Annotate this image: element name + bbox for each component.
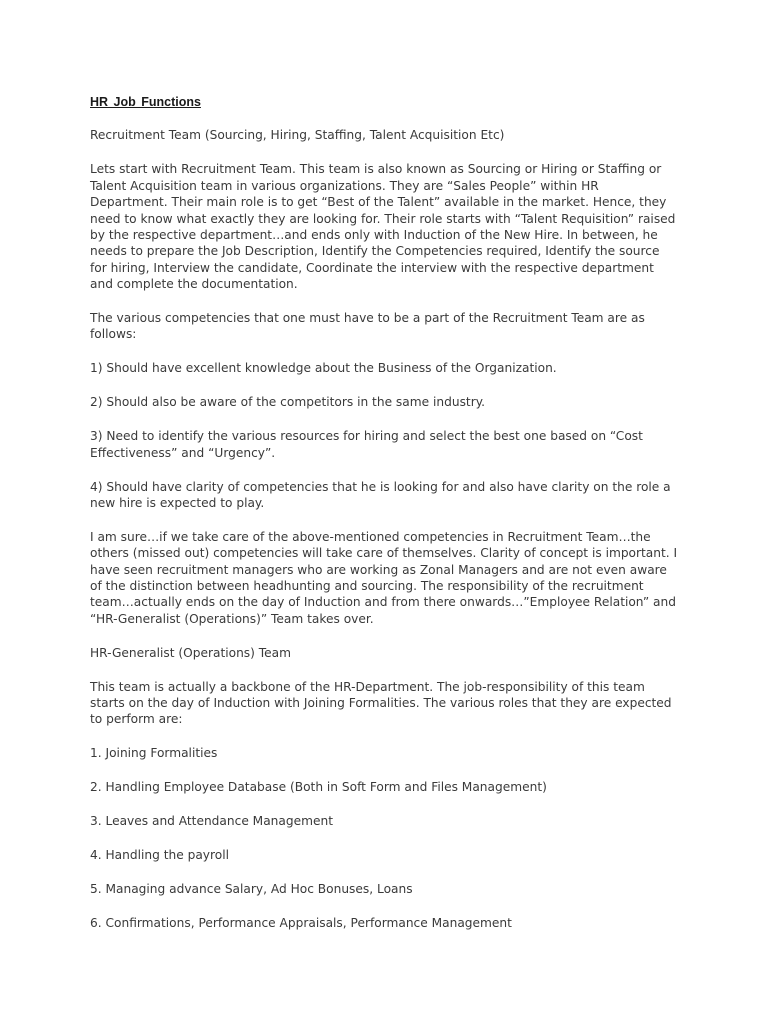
list-item-competency-1: 1) Should have excellent knowledge about the Business of the Organization.	[90, 361, 557, 376]
paragraph-recruitment-intro: Lets start with Recruitment Team. This team is also known as Sourcing or Hiring or Staffing or Talent Acquisition team in various organizations. They are “Sales People” within HR Department. Their main role is to get “Best of the Talent” available in the market. Hence, they need to know what exactly they are looking for. Their role starts with “Talent Requisition” raised by the respective department…and ends only with Induction of the New Hire. In between, he needs to prepare the Job Description, Identify the Competencies required, Identify the source for hiring, Interview the candidate, Coordinate the interview with the respective department and complete the documentation.	[90, 162, 676, 292]
paragraph-competencies-intro: The various competencies that one must have to be a part of the Recruitment Team are as follows:	[90, 311, 645, 342]
list-item-role-4: 4. Handling the payroll	[90, 848, 229, 863]
list-item-role-3: 3. Leaves and Attendance Management	[90, 814, 333, 829]
list-item-competency-3: 3) Need to identify the various resources for hiring and select the best one based on “Cost Effectiveness” and “Urgency”.	[90, 429, 643, 460]
list-item-competency-2: 2) Should also be aware of the competitors in the same industry.	[90, 395, 486, 410]
section-heading-hr-generalist: HR-Generalist (Operations) Team	[90, 645, 291, 660]
list-item-role-6: 6. Confirmations, Performance Appraisals, Performance Management	[90, 915, 512, 930]
list-item-role-2: 2. Handling Employee Database (Both in Soft Form and Files Management)	[90, 780, 547, 795]
document-title: HR Job Functions	[90, 95, 201, 109]
list-item-role-5: 5. Managing advance Salary, Ad Hoc Bonuses, Loans	[90, 882, 413, 896]
paragraph-hr-generalist-intro: This team is actually a backbone of the HR-Department. The job-responsibility of this team starts on the day of Induction with Joining Formalities. The various roles that they are expected to perform are:	[90, 679, 672, 727]
list-item-role-1: 1. Joining Formalities	[90, 746, 218, 761]
paragraph-recruitment-summary: I am sure…if we take care of the above-mentioned competencies in Recruitment Team…the others (missed out) competencies will take care of themselves. Clarity of concept is important. I have seen recruitment managers who are working as Zonal Managers and are not even aware of the distinction between headhunting and sourcing. The responsibility of the recruitment team…actually ends on the day of Induction and from there onwards…”Employee Relation” and “HR-Generalist (Operations)” Team takes over.	[90, 529, 678, 626]
section-heading-recruitment: Recruitment Team (Sourcing, Hiring, Staffing, Talent Acquisition Etc)	[90, 128, 505, 143]
list-item-competency-4: 4) Should have clarity of competencies that he is looking for and also have clarity on the role a new hire is expected to play.	[90, 479, 671, 510]
